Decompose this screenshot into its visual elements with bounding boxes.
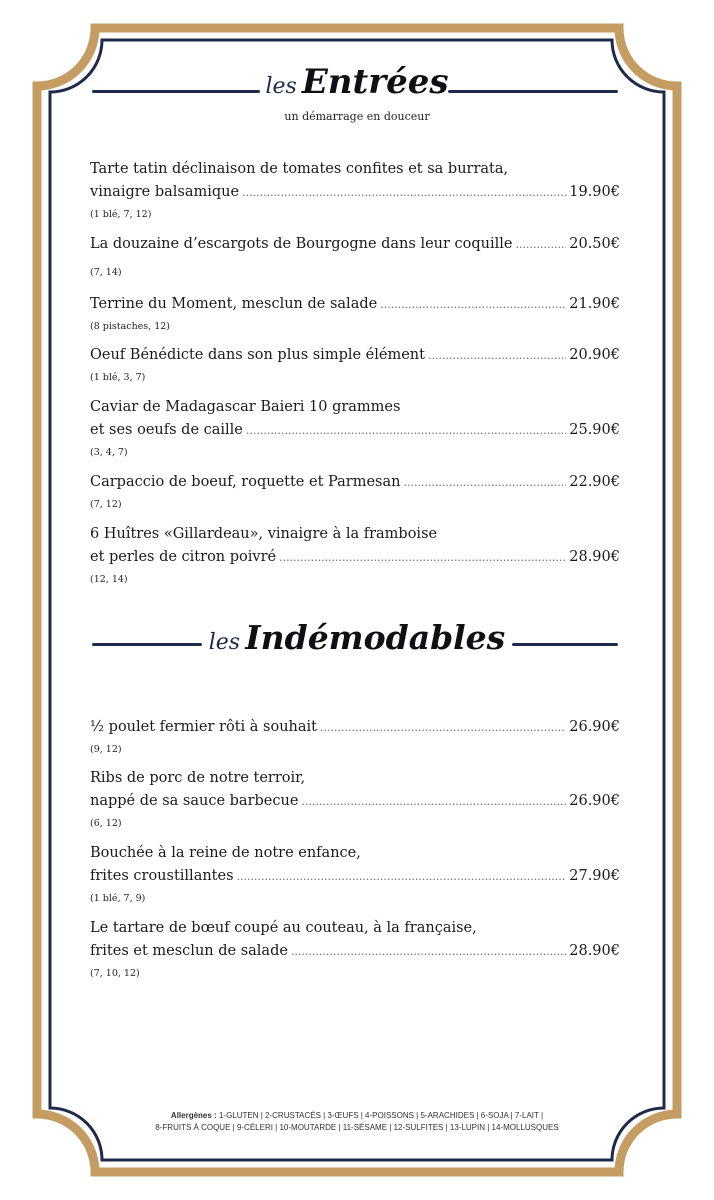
item-name: Terrine du Moment, mesclun de salade	[90, 296, 378, 312]
item-name: Carpaccio de boeuf, roquette et Parmesan	[90, 474, 401, 490]
leader-dots	[428, 344, 566, 367]
item-price: 25.90€	[569, 422, 620, 438]
indemodables-title: Indémodables	[245, 618, 506, 657]
item-price: 27.90€	[569, 868, 620, 884]
entrees-subtitle: un démarrage en douceur	[284, 110, 430, 123]
item-price: 19.90€	[569, 184, 620, 200]
item-name: Caviar de Madagascar Baieri 10 grammes	[90, 399, 401, 415]
menu-item	[90, 471, 620, 512]
item-allergens: (1 blé, 7, 9)	[90, 893, 146, 904]
item-price: 28.90€	[569, 943, 620, 959]
item-allergens: (8 pistaches, 12)	[90, 321, 171, 332]
menu-item	[90, 523, 620, 587]
menu-item	[90, 396, 620, 460]
item-name: vinaigre balsamique	[90, 184, 240, 200]
menu-item	[90, 344, 620, 385]
item-name: frites croustillantes	[90, 868, 234, 884]
indemodables-les: les	[208, 630, 241, 655]
allergen-legend	[0, 1110, 714, 1134]
menu-item	[90, 917, 620, 981]
item-name: 6 Huîtres «Gillardeau», vinaigre à la framboise	[90, 526, 438, 542]
item-price: 21.90€	[569, 296, 620, 312]
menu-item	[90, 233, 620, 280]
item-name: Oeuf Bénédicte dans son plus simple élément	[90, 347, 425, 363]
leader-dots	[516, 233, 567, 256]
entrees-title: Entrées	[301, 62, 449, 102]
item-allergens: (7, 14)	[90, 267, 122, 278]
indemodables-heading	[0, 618, 714, 657]
item-price: 20.50€	[569, 236, 620, 252]
item-name: Tarte tatin déclinaison de tomates confites et sa burrata,	[90, 161, 509, 177]
leader-dots	[301, 790, 566, 813]
item-price: 26.90€	[569, 719, 620, 735]
item-allergens: (7, 12)	[90, 499, 122, 510]
entrees-les: les	[265, 74, 297, 99]
menu-item	[90, 767, 620, 831]
item-name: frites et mesclun de salade	[90, 943, 288, 959]
leader-dots	[279, 546, 566, 569]
leader-dots	[380, 293, 566, 316]
item-allergens: (9, 12)	[90, 744, 122, 755]
item-allergens: (1 blé, 7, 12)	[90, 209, 152, 220]
menu-item	[90, 842, 620, 906]
entrees-heading	[0, 62, 714, 102]
menu-item	[90, 158, 620, 222]
item-name: Ribs de porc de notre terroir,	[90, 770, 306, 786]
allergen-legend-line1: 1-GLUTEN | 2-CRUSTACÉS | 3-ŒUFS | 4-POISSONS | 5-ARACHIDES | 6-SOJA | 7-LAIT |	[218, 1111, 544, 1120]
allergen-legend-label: Allergènes :	[170, 1111, 217, 1120]
item-price: 26.90€	[569, 793, 620, 809]
leader-dots	[242, 181, 566, 204]
item-name: et ses oeufs de caille	[90, 422, 243, 438]
item-allergens: (3, 4, 7)	[90, 447, 128, 458]
item-allergens: (6, 12)	[90, 818, 122, 829]
menu-item	[90, 716, 620, 757]
item-name: et perles de citron poivré	[90, 549, 277, 565]
item-name: La douzaine d’escargots de Bourgogne dans leur coquille	[90, 236, 513, 252]
item-allergens: (7, 10, 12)	[90, 968, 140, 979]
menu-item	[90, 293, 620, 334]
allergen-legend-line2: 8-FRUITS À COQUE | 9-CÉLERI | 10-MOUTARDE | 11-SÉSAME | 12-SULFITES | 13-LUPIN | 14-MOLLUSQUES	[155, 1123, 559, 1132]
item-allergens: (1 blé, 3, 7)	[90, 372, 146, 383]
leader-dots	[246, 419, 566, 442]
leader-dots	[291, 940, 566, 963]
item-price: 20.90€	[569, 347, 620, 363]
item-name: ½ poulet fermier rôti à souhait	[90, 719, 318, 735]
item-price: 22.90€	[569, 474, 620, 490]
item-name: Bouchée à la reine de notre enfance,	[90, 845, 361, 861]
leader-dots	[403, 471, 566, 494]
leader-dots	[320, 716, 566, 739]
item-allergens: (12, 14)	[90, 574, 128, 585]
item-name: Le tartare de bœuf coupé au couteau, à la française,	[90, 920, 477, 936]
item-name: nappé de sa sauce barbecue	[90, 793, 299, 809]
leader-dots	[237, 865, 567, 888]
item-price: 28.90€	[569, 549, 620, 565]
